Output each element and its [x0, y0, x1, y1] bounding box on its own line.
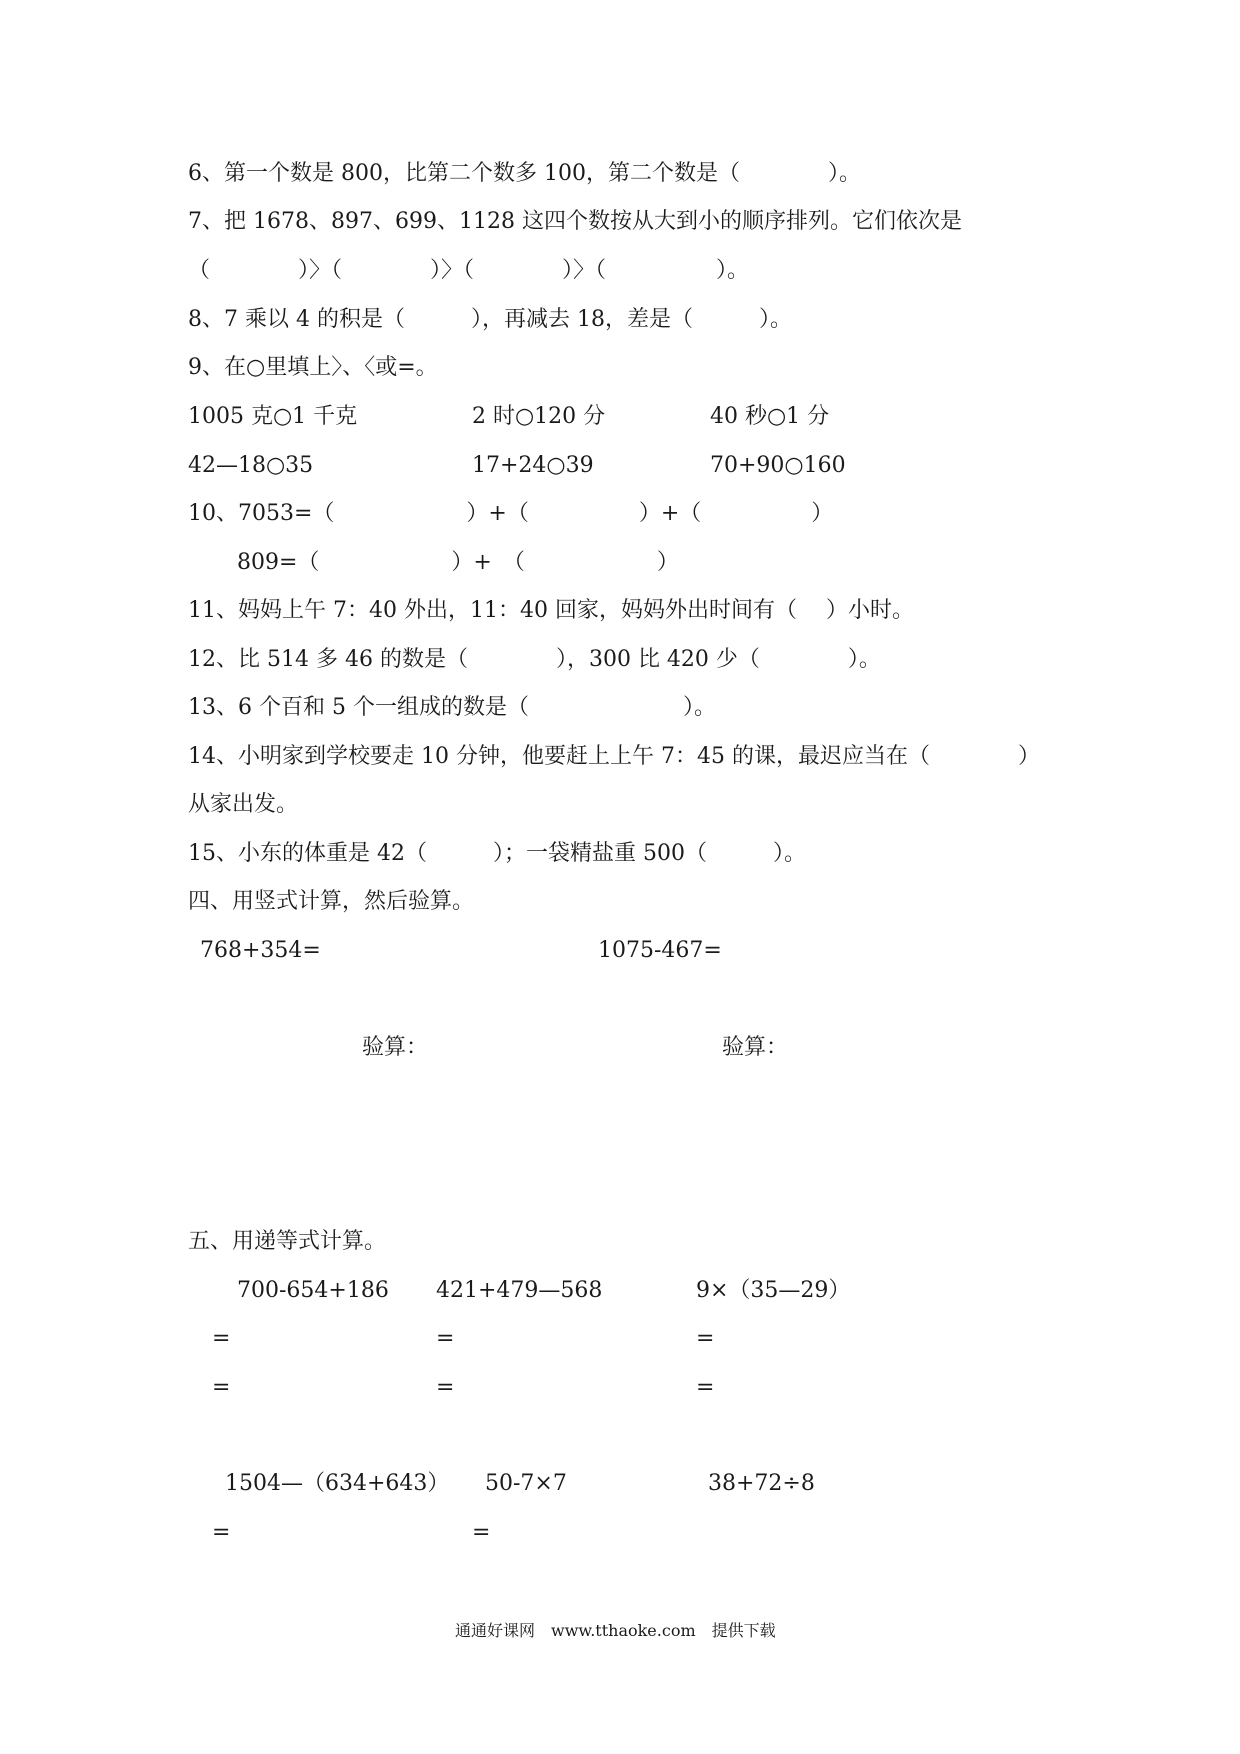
question-11: 11、妈妈上午 7：40 外出，11：40 回家，妈妈外出时间有（ ）小时。: [188, 598, 914, 623]
compare-item: 42—18○35: [188, 453, 314, 478]
question-8: 8、7 乘以 4 的积是（ ），再减去 18，差是（ ）。: [188, 307, 792, 332]
question-7-line-2: （ ）〉（ ）〉（ ）〉（ ）。: [188, 258, 750, 283]
equals-sign: =: [212, 1326, 231, 1351]
vertical-calc-problem: 768+354=: [200, 938, 321, 963]
equals-sign: =: [696, 1375, 715, 1400]
stepwise-problem: 9×（35—29）: [696, 1278, 851, 1303]
stepwise-problem: 1504—（634+643）: [225, 1471, 450, 1496]
question-15: 15、小东的体重是 42（ ）；一袋精盐重 500（ ）。: [188, 841, 806, 866]
section-4-title: 四、用竖式计算，然后验算。: [188, 889, 475, 914]
compare-item: 1005 克○1 千克: [188, 404, 358, 429]
compare-item: 2 时○120 分: [472, 404, 606, 429]
question-10-line-2: 809=（ ）+ （ ）: [237, 550, 679, 575]
check-label: 验算：: [722, 1035, 789, 1060]
question-7-line-1: 7、把 1678、897、699、1128 这四个数按从大到小的顺序排列。它们依次是: [188, 209, 962, 234]
question-14-line-1: 14、小明家到学校要走 10 分钟，他要赶上上午 7：45 的课，最迟应当在（ ）: [188, 744, 1040, 769]
compare-item: 17+24○39: [472, 453, 594, 478]
compare-item: 70+90○160: [710, 453, 846, 478]
equals-sign: =: [696, 1326, 715, 1351]
stepwise-problem: 50-7×7: [485, 1471, 567, 1496]
equals-sign: =: [436, 1326, 455, 1351]
equals-sign: =: [436, 1375, 455, 1400]
question-6: 6、第一个数是 800，比第二个数多 100，第二个数是（ ）。: [188, 161, 861, 186]
stepwise-problem: 38+72÷8: [708, 1471, 815, 1496]
stepwise-problem: 700-654+186: [237, 1278, 389, 1303]
page-footer: 通通好课网 www.tthaoke.com 提供下载: [455, 1621, 776, 1640]
equals-sign: =: [212, 1375, 231, 1400]
stepwise-problem: 421+479—568: [436, 1278, 603, 1303]
vertical-calc-problem: 1075-467=: [598, 938, 722, 963]
check-label: 验算：: [362, 1035, 429, 1060]
question-12: 12、比 514 多 46 的数是（ ），300 比 420 少（ ）。: [188, 647, 881, 672]
equals-sign: =: [472, 1520, 491, 1545]
section-5-title: 五、用递等式计算。: [188, 1229, 387, 1254]
question-10-line-1: 10、7053=（ ）+（ ）+（ ）: [188, 501, 834, 526]
question-14-line-2: 从家出发。: [188, 792, 299, 817]
equals-sign: =: [212, 1520, 231, 1545]
question-13: 13、6 个百和 5 个一组成的数是（ ）。: [188, 695, 716, 720]
question-9-title: 9、在○里填上〉、〈或=。: [188, 355, 438, 380]
compare-item: 40 秒○1 分: [710, 404, 830, 429]
